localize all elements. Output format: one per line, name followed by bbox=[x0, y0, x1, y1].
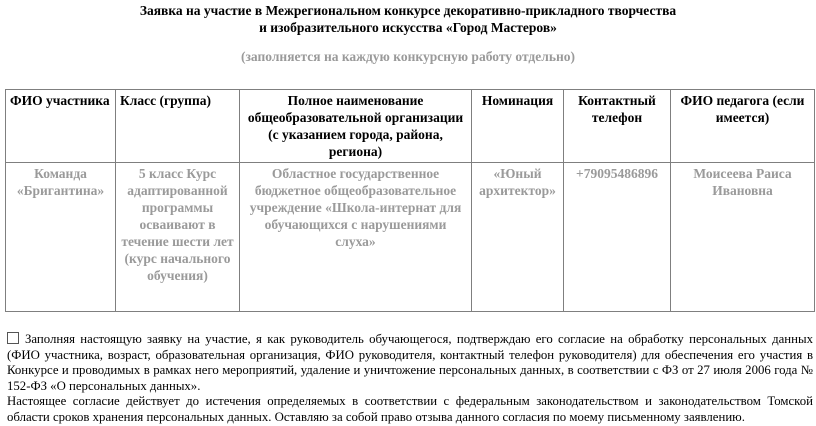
header-teacher: ФИО педагога (если имеется) bbox=[671, 90, 815, 163]
cell-nomination: «Юный архитектор» bbox=[472, 163, 564, 312]
cell-organization: Областное государственное бюджетное общеобразовательное учреждение «Школа-интернат для обучающихся с нарушениями слуха» bbox=[240, 163, 472, 312]
checkbox-icon bbox=[7, 332, 19, 344]
header-participant-name: ФИО участника bbox=[6, 90, 116, 163]
cell-class-group: 5 класс Курс адаптированной программы осваивают в течение шести лет (курс начального обучения) bbox=[116, 163, 240, 312]
consent-section bbox=[7, 332, 813, 426]
consent-paragraph-1 bbox=[7, 332, 813, 394]
table-header-row bbox=[6, 90, 815, 163]
document-title-line1: Заявка на участие в Межрегиональном конкурсе декоративно-прикладного творчества bbox=[139, 3, 677, 18]
document-title-line2: и изобразительного искусства «Город Мастеров» bbox=[259, 20, 557, 35]
document-subtitle: (заполняется на каждую конкурсную работу отдельно) bbox=[241, 49, 575, 64]
consent-paragraph-2: Настоящее согласие действует до истечения определяемых в соответствии с федеральным законодательством и законодательством Томской области сроков хранения персональных данных. Оставляю за собой право отзыва данного согласия по моему письменному заявлению. bbox=[7, 394, 813, 424]
cell-teacher: Моисеева Раиса Ивановна bbox=[671, 163, 815, 312]
header-nomination: Номинация bbox=[472, 90, 564, 163]
header-phone: Контактный телефон bbox=[564, 90, 671, 163]
table-row bbox=[6, 163, 815, 312]
header-class-group: Класс (группа) bbox=[116, 90, 240, 163]
application-table bbox=[5, 89, 815, 312]
cell-participant-name: Команда «Бригантина» bbox=[6, 163, 116, 312]
cell-phone: +79095486896 bbox=[564, 163, 671, 312]
consent-text-1: Заполняя настоящую заявку на участие, я как руководитель обучающегося, подтверждаю его согласие на обработку персональных данных (ФИО участника, возраст, образовательная организация, ФИО руководителя, контактный телефон руководителя) для обеспечения его участия в Конкурсе и проводимых в рамках него мероприятий, удаление и уничтожение персональных данных, в соответствии с ФЗ от 27 июля 2006 года № 152-ФЗ «О персональных данных». bbox=[7, 332, 813, 393]
header-organization: Полное наименование общеобразовательной организации (с указанием города, района, региона) bbox=[240, 90, 472, 163]
